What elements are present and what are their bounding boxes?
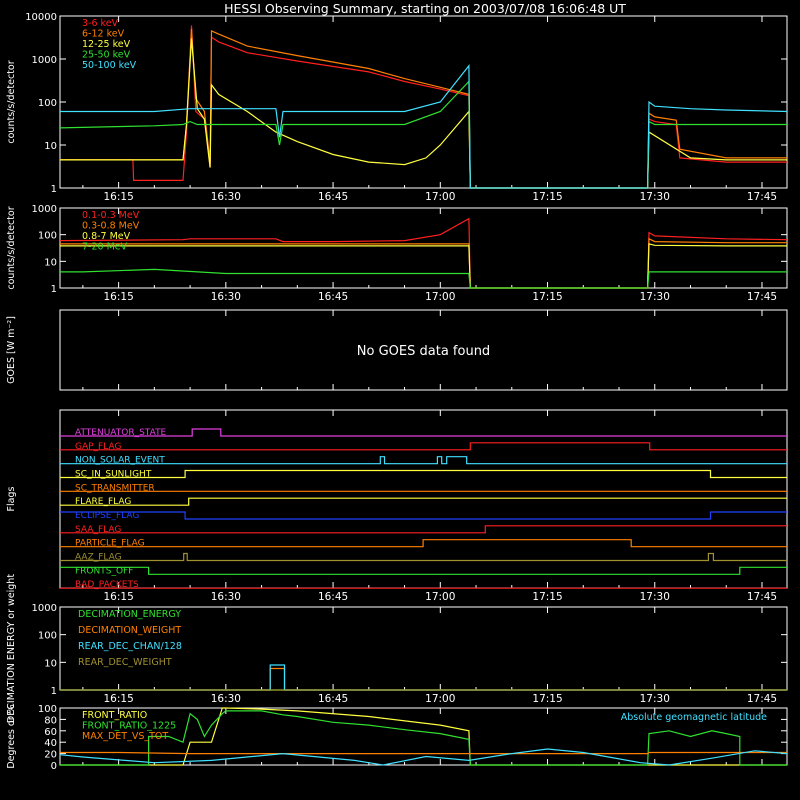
legend-entry: MAX_DET_VS_TOT <box>82 731 169 742</box>
x-tick-label: 16:30 <box>210 291 241 303</box>
legend-entry: FRONT_RATIO_1225 <box>82 720 177 732</box>
x-tick-label: 17:00 <box>425 191 456 203</box>
y-tick-label: 1000 <box>31 603 57 614</box>
x-tick-label: 17:15 <box>532 191 563 203</box>
flag-label: FLARE_FLAG <box>75 497 132 508</box>
flag-label: GAP_FLAG <box>75 441 122 452</box>
flag-label: AAZ_FLAG <box>75 552 122 563</box>
flag-label: PARTICLE_FLAG <box>75 538 145 549</box>
x-tick-label: 16:45 <box>317 191 349 203</box>
x-tick-label: 16:15 <box>103 291 134 303</box>
legend-entry: 0.3-0.8 MeV <box>82 220 140 232</box>
x-tick-label: 16:15 <box>103 591 134 603</box>
flag-label: FRONTS_OFF <box>75 566 134 577</box>
x-tick-label: 16:30 <box>210 693 241 705</box>
legend-entry: 12-25 keV <box>82 39 131 50</box>
x-tick-label: 17:30 <box>639 291 670 303</box>
y-tick-label: 10000 <box>25 12 57 23</box>
legend-entry: 3-6 keV <box>82 18 119 29</box>
y-tick-label: 1 <box>50 686 57 697</box>
y-tick-label: 10 <box>44 257 57 269</box>
x-tick-label: 17:45 <box>746 693 778 705</box>
flag-label: SC_IN_SUNLIGHT <box>75 469 152 480</box>
flag-label: SAA_FLAG <box>75 524 122 535</box>
legend-entry: 6-12 keV <box>82 28 125 40</box>
figure-title: HESSI Observing Summary, starting on 2003/07/08 16:06:48 UT <box>224 1 626 16</box>
y-axis-label: GOES [W m⁻²] <box>6 316 17 384</box>
x-tick-label: 16:45 <box>317 291 349 303</box>
y-axis-label: Flags <box>6 486 17 512</box>
y-tick-label: 0 <box>50 761 57 772</box>
y-tick-label: 10 <box>44 658 57 670</box>
y-axis-label: DECIMATION ENERGY or weight <box>6 573 17 724</box>
y-axis-label: counts/s/detector <box>6 60 17 144</box>
y-tick-label: 100 <box>37 704 57 715</box>
x-tick-label: 17:15 <box>532 693 563 705</box>
flag-label: BAD_PACKETS <box>75 580 139 591</box>
x-tick-label: 17:00 <box>425 693 456 705</box>
flag-label: ECLIPSE_FLAG <box>75 511 140 521</box>
y-tick-label: 60 <box>44 726 57 738</box>
legend-entry: REAR_DEC_WEIGHT <box>78 657 172 668</box>
y-axis-label: Degrees or % <box>6 704 17 769</box>
x-tick-label: 17:45 <box>746 191 778 203</box>
y-tick-label: 10 <box>44 141 57 152</box>
y-tick-label: 100 <box>37 230 57 242</box>
x-tick-label: 16:45 <box>317 591 349 603</box>
x-tick-label: 17:00 <box>425 591 456 603</box>
x-tick-label: 17:45 <box>746 591 778 603</box>
y-tick-label: 1 <box>50 184 57 195</box>
y-tick-label: 80 <box>44 715 57 727</box>
legend-entry: 25-50 keV <box>82 49 131 61</box>
x-tick-label: 17:15 <box>532 591 563 603</box>
legend-entry: REAR_DEC_CHAN/128 <box>78 641 182 652</box>
flag-label: SC_TRANSMITTER <box>75 483 155 494</box>
x-tick-label: 16:45 <box>317 693 349 705</box>
legend-entry: 0.8-7 MeV <box>82 231 131 242</box>
x-tick-label: 16:30 <box>210 591 241 603</box>
x-tick-label: 16:30 <box>210 191 241 203</box>
annotation-label: Absolute geomagnetic latitude <box>620 712 767 723</box>
legend-entry: 7-20 MeV <box>82 241 128 253</box>
y-tick-label: 1000 <box>31 204 57 215</box>
legend-entry: 0.1-0.3 MeV <box>82 210 140 221</box>
x-tick-label: 17:15 <box>532 291 563 303</box>
y-tick-label: 100 <box>37 630 57 642</box>
legend-entry: FRONT_RATIO <box>82 710 148 721</box>
y-tick-label: 40 <box>44 738 57 750</box>
legend-entry: DECIMATION_WEIGHT <box>78 625 182 636</box>
y-tick-label: 100 <box>37 98 57 109</box>
x-tick-label: 16:15 <box>103 693 134 705</box>
flag-label: NON_SOLAR_EVENT <box>75 455 165 466</box>
x-tick-label: 17:30 <box>639 591 670 603</box>
y-tick-label: 20 <box>44 749 57 761</box>
no-data-message: No GOES data found <box>356 344 491 359</box>
legend-entry: 50-100 keV <box>82 60 137 71</box>
y-tick-label: 1 <box>50 284 57 295</box>
y-tick-label: 1000 <box>31 55 57 66</box>
flag-label: ATTENUATOR_STATE <box>75 428 167 438</box>
x-tick-label: 16:15 <box>103 191 134 203</box>
x-tick-label: 17:00 <box>425 291 456 303</box>
x-tick-label: 17:30 <box>639 693 670 705</box>
y-axis-label: counts/s/detector <box>6 206 17 290</box>
x-tick-label: 17:30 <box>639 191 670 203</box>
legend-entry: DECIMATION_ENERGY <box>78 609 182 620</box>
x-tick-label: 17:45 <box>746 291 778 303</box>
